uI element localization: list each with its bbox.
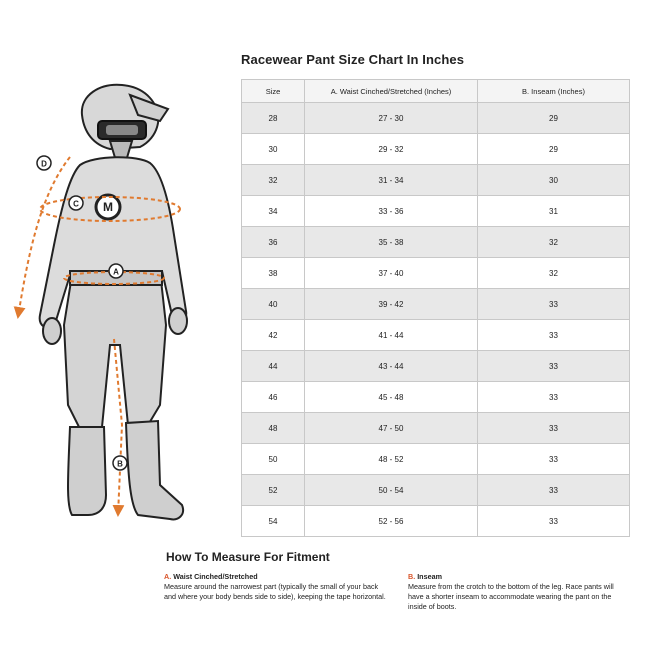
size-cell: 28 bbox=[242, 103, 305, 134]
measure-inseam-label: Inseam bbox=[417, 572, 442, 581]
measure-waist-text: Measure around the narrowest part (typically the small of your back and where your body bends side to side), keeping the tape horizontal. bbox=[164, 582, 386, 601]
table-row bbox=[242, 227, 630, 258]
size-cell: 46 bbox=[242, 382, 305, 413]
chart-title: Racewear Pant Size Chart In Inches bbox=[241, 52, 465, 67]
size-cell: 50 bbox=[242, 444, 305, 475]
measure-inseam-block bbox=[408, 572, 630, 612]
waist-cell: 45 - 48 bbox=[305, 382, 478, 413]
inseam-cell: 33 bbox=[478, 351, 630, 382]
inseam-cell: 33 bbox=[478, 289, 630, 320]
inseam-cell: 33 bbox=[478, 382, 630, 413]
size-cell: 42 bbox=[242, 320, 305, 351]
table-row bbox=[242, 413, 630, 444]
inseam-cell: 33 bbox=[478, 413, 630, 444]
marker-c-label: C bbox=[73, 199, 79, 209]
boots bbox=[68, 421, 183, 519]
inseam-cell: 29 bbox=[478, 134, 630, 165]
size-cell: 36 bbox=[242, 227, 305, 258]
table-row bbox=[242, 196, 630, 227]
pants bbox=[64, 271, 166, 429]
waist-cell: 33 - 36 bbox=[305, 196, 478, 227]
marker-d bbox=[37, 156, 51, 170]
inseam-cell: 29 bbox=[478, 103, 630, 134]
measure-waist-letter: A. bbox=[164, 572, 172, 581]
waist-cell: 43 - 44 bbox=[305, 351, 478, 382]
measure-waist-heading bbox=[164, 572, 386, 582]
marker-d-label: D bbox=[41, 159, 47, 169]
measure-inseam-letter: B. bbox=[408, 572, 416, 581]
left-glove bbox=[43, 318, 61, 344]
rider-measurement-illustration bbox=[10, 75, 225, 535]
inseam-cell: 32 bbox=[478, 258, 630, 289]
header-waist: A. Waist Cinched/Stretched (Inches) bbox=[305, 80, 478, 103]
size-cell: 30 bbox=[242, 134, 305, 165]
measure-waist-block bbox=[164, 572, 386, 602]
table-row bbox=[242, 289, 630, 320]
waist-cell: 41 - 44 bbox=[305, 320, 478, 351]
size-cell: 44 bbox=[242, 351, 305, 382]
waist-cell: 47 - 50 bbox=[305, 413, 478, 444]
waist-cell: 31 - 34 bbox=[305, 165, 478, 196]
marker-b bbox=[113, 456, 127, 470]
table-row bbox=[242, 320, 630, 351]
marker-b-label: B bbox=[117, 459, 123, 469]
waist-cell: 27 - 30 bbox=[305, 103, 478, 134]
header-inseam: B. Inseam (Inches) bbox=[478, 80, 630, 103]
waist-cell: 29 - 32 bbox=[305, 134, 478, 165]
table-row bbox=[242, 103, 630, 134]
table-row bbox=[242, 382, 630, 413]
table-header-row bbox=[242, 80, 630, 103]
size-cell: 34 bbox=[242, 196, 305, 227]
size-cell: 40 bbox=[242, 289, 305, 320]
table-body bbox=[242, 103, 630, 537]
waist-cell: 50 - 54 bbox=[305, 475, 478, 506]
table-row bbox=[242, 165, 630, 196]
marker-a-label: A bbox=[113, 267, 119, 277]
table-row bbox=[242, 506, 630, 537]
inseam-cell: 33 bbox=[478, 506, 630, 537]
table-row bbox=[242, 444, 630, 475]
table-row bbox=[242, 475, 630, 506]
table-row bbox=[242, 134, 630, 165]
inseam-measure-line bbox=[114, 339, 122, 515]
header-size: Size bbox=[242, 80, 305, 103]
size-cell: 52 bbox=[242, 475, 305, 506]
measure-inseam-heading bbox=[408, 572, 630, 582]
measure-title: How To Measure For Fitment bbox=[166, 550, 330, 564]
waist-cell: 37 - 40 bbox=[305, 258, 478, 289]
table-row bbox=[242, 258, 630, 289]
inseam-cell: 33 bbox=[478, 444, 630, 475]
svg-text:M: M bbox=[103, 200, 113, 214]
inseam-cell: 33 bbox=[478, 475, 630, 506]
measure-waist-label: Waist Cinched/Stretched bbox=[173, 572, 258, 581]
waist-cell: 35 - 38 bbox=[305, 227, 478, 258]
waist-cell: 48 - 52 bbox=[305, 444, 478, 475]
right-glove bbox=[169, 308, 187, 334]
inseam-cell: 32 bbox=[478, 227, 630, 258]
marker-a bbox=[109, 264, 123, 278]
size-cell: 32 bbox=[242, 165, 305, 196]
size-cell: 48 bbox=[242, 413, 305, 444]
waist-cell: 52 - 56 bbox=[305, 506, 478, 537]
inseam-cell: 33 bbox=[478, 320, 630, 351]
marker-c bbox=[69, 196, 83, 210]
measure-inseam-text: Measure from the crotch to the bottom of the leg. Race pants will have a shorter inseam to accommodate wearing the pant on the inside of boots. bbox=[408, 582, 614, 611]
inseam-cell: 31 bbox=[478, 196, 630, 227]
helmet bbox=[82, 85, 168, 161]
size-cell: 38 bbox=[242, 258, 305, 289]
inseam-cell: 30 bbox=[478, 165, 630, 196]
size-cell: 54 bbox=[242, 506, 305, 537]
waist-cell: 39 - 42 bbox=[305, 289, 478, 320]
size-table bbox=[241, 79, 630, 537]
table-row bbox=[242, 351, 630, 382]
